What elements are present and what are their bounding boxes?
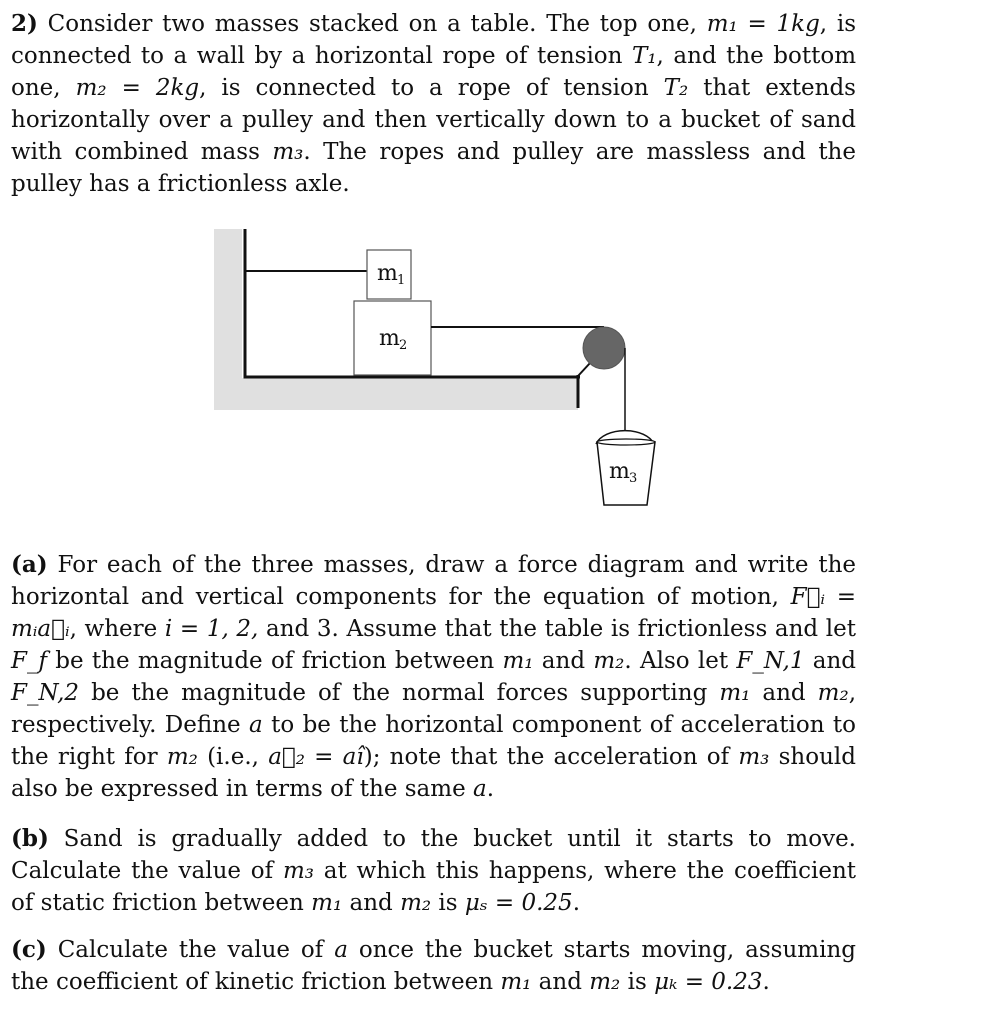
part-a-label: (a) (11, 551, 48, 578)
part-a-text-11: to be the horizontal component of acceleration to the right for (11, 712, 856, 770)
intro-m3: m₃ (272, 139, 304, 165)
part-b-m3: m₃ (282, 858, 314, 884)
part-a-text-12: (i.e., (197, 744, 269, 770)
part-c-a: a (334, 937, 348, 963)
part-b-text-4: is (431, 890, 465, 916)
bucket-rim (597, 439, 655, 445)
intro-text-2: , is connected to a wall by a horizontal rope of tension (11, 11, 857, 69)
part-a (11, 549, 856, 805)
part-b-m1: m₁ (311, 890, 343, 916)
part-c-text-2: once the bucket starts moving, assuming the coefficient of kinetic friction between (11, 937, 856, 995)
intro-text-6: . The ropes and pulley are massless and the pulley has a frictionless axle. (11, 139, 856, 197)
part-a-text-13: ); note that the acceleration of (363, 744, 739, 770)
part-a-FN2: F_N,2 (11, 680, 80, 706)
part-a-text-5: and (533, 648, 594, 674)
part-a-a2-equation: a⃗₂ = aî (268, 744, 364, 770)
intro-T1: T₁ (631, 43, 657, 69)
part-a-text-7: and (804, 648, 856, 674)
pulley-diagram (200, 220, 680, 520)
part-c-text-4: is (620, 969, 655, 995)
part-c-text-1: Calculate the value of (46, 937, 335, 963)
part-a-FN1: F_N,1 (736, 648, 805, 674)
part-a-text-2: , where (69, 616, 165, 642)
label-m2-sub: 2 (399, 338, 408, 353)
pulley (583, 327, 625, 369)
part-c-label: (c) (11, 936, 47, 963)
intro-text-5: that extends horizontally over a pulley and then vertically down to a bucket of sand with combined mass (11, 75, 856, 165)
problem-intro (11, 8, 856, 200)
part-a-text-3: and 3. Assume that the table is frictionless and let (258, 616, 857, 642)
part-b-text-1: Sand is gradually added to the bucket until it starts to move. Calculate the value of (11, 826, 856, 884)
part-a-i-range: i = 1, 2, (164, 616, 259, 642)
part-a-m2: m₂ (593, 648, 625, 674)
part-c-text-3: and (531, 969, 590, 995)
label-m2: m (379, 326, 400, 351)
part-b (11, 823, 856, 919)
part-a-a-second: a (473, 776, 487, 802)
part-a-text-8: be the magnitude of the normal forces supporting (79, 680, 720, 706)
intro-m2-equation: m₂ = 2kg (75, 75, 200, 101)
part-b-label: (b) (11, 825, 49, 852)
part-c-text-5: . (762, 969, 770, 995)
intro-text-3: , and the bottom one, (11, 43, 857, 101)
part-b-text-2: at which this happens, where the coefficient of static friction between (11, 858, 857, 916)
part-b-text-3: and (342, 890, 401, 916)
part-c (11, 934, 856, 998)
part-a-m1: m₁ (502, 648, 534, 674)
part-a-m2-second: m₂ (817, 680, 849, 706)
label-m3-sub: 3 (629, 471, 638, 486)
intro-text-1: Consider two masses stacked on a table. The top one, (47, 11, 707, 37)
part-a-text-4: be the magnitude of friction between (46, 648, 503, 674)
part-b-mu-static: μₛ = 0.25 (464, 890, 573, 916)
part-a-m2-third: m₂ (166, 744, 198, 770)
part-c-m1: m₁ (500, 969, 532, 995)
label-m3: m (609, 459, 630, 484)
label-m1: m (377, 261, 398, 286)
part-b-text-5: . (572, 890, 580, 916)
intro-T2: T₂ (663, 75, 689, 101)
intro-m1-equation: m₁ = 1kg (706, 11, 820, 37)
part-b-m2: m₂ (400, 890, 432, 916)
part-a-text-9: and (750, 680, 818, 706)
part-a-text-1: For each of the three masses, draw a force diagram and write the horizontal and vertical components for the equation of motion, (11, 552, 856, 610)
part-c-mu-kinetic: μₖ = 0.23 (654, 969, 763, 995)
part-a-text-10: , respectively. Define (11, 680, 856, 738)
part-a-m1-second: m₁ (719, 680, 751, 706)
part-a-text-15: . (486, 776, 495, 802)
part-a-Ff: F_f (11, 648, 47, 674)
part-a-m3: m₃ (738, 744, 770, 770)
intro-text-4: , is connected to a rope of tension (199, 75, 664, 101)
part-a-equation: F⃗ᵢ = mᵢa⃗ᵢ (11, 584, 856, 642)
part-a-a: a (249, 712, 263, 738)
problem-number: 2) (11, 10, 38, 37)
label-m1-sub: 1 (397, 273, 406, 288)
part-a-text-6: . Also let (624, 648, 737, 674)
part-a-text-14: should also be expressed in terms of the same (11, 744, 856, 802)
part-c-m2: m₂ (589, 969, 621, 995)
